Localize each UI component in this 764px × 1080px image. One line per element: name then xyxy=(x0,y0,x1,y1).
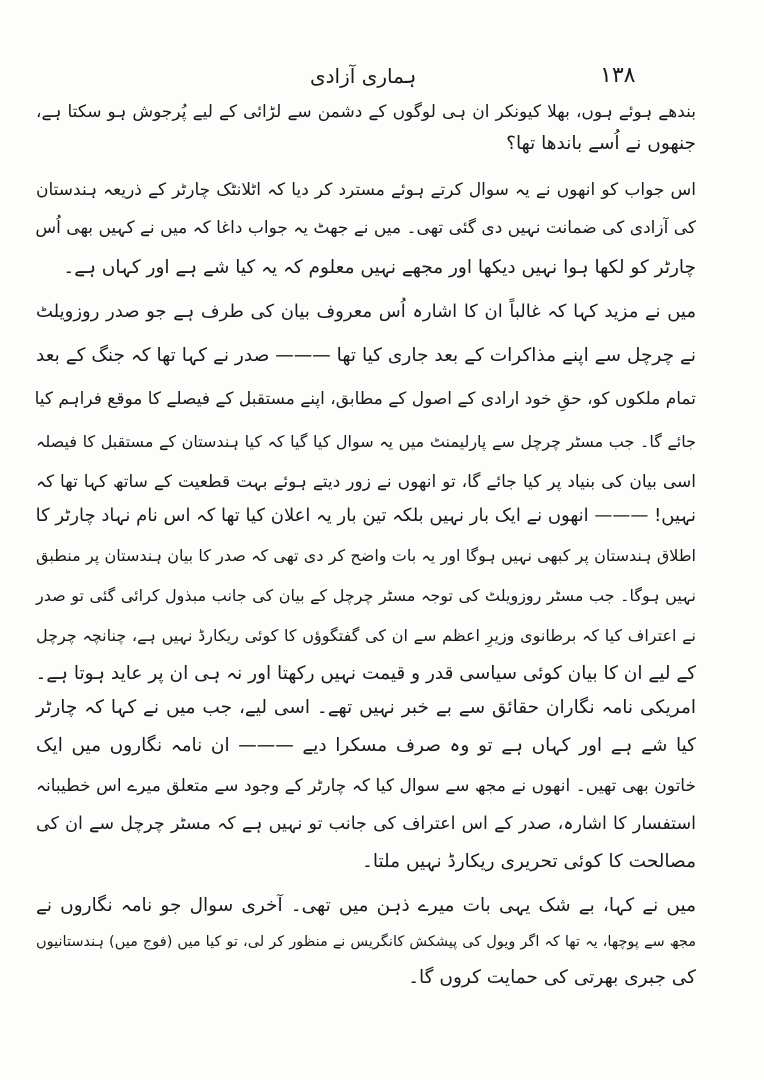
text-line-23: کی جبری بھرتی کی حمایت کروں گا۔ xyxy=(408,967,696,988)
running-title: ہماری آزادی xyxy=(310,64,417,88)
text-line-11: نہیں! ——— انھوں نے ایک بار نہیں بلکہ تین بار یہ اعلان کیا تھا کہ اس نام نہاد چارٹر کا xyxy=(35,505,696,526)
text-line-12: اطلاق ہندستان پر کبھی نہیں ہوگا اور یہ بات واضح کر دی تھی کہ صدر کا بیان ہندستان پر منطبق xyxy=(36,546,696,565)
text-line-19: استفسار کا اشارہ، صدر کے اس اعتراف کی جانب تو نہیں ہے کہ مسٹر چرچل سے ان کی xyxy=(36,814,696,834)
text-line-18: خاتون بھی تھیں۔ انھوں نے مجھ سے سوال کیا کہ چارٹر کے وجود سے متعلق میرے اس خطیبانہ xyxy=(36,776,696,796)
text-line-10: اسی بیان کی بنیاد پر کیا جائے گا، تو انھوں نے زور دیتے ہوئے بہت قطعیت کے ساتھ کہا تھا کہ xyxy=(36,472,696,492)
text-line-13: نہیں ہوگا۔ جب مسٹر روزویلٹ کی توجہ مسٹر چرچل کے بیان کی جانب مبذول کرائی گئی تو صدر xyxy=(36,586,696,605)
text-line-17: کیا شے ہے اور کہاں ہے تو وہ صرف مسکرا دیے ——— ان نامہ نگاروں میں ایک xyxy=(36,735,696,756)
page-number: ١٣٨ xyxy=(600,63,636,88)
text-line-20: مصالحت کا کوئی تحریری ریکارڈ نہیں ملتا۔ xyxy=(362,851,696,872)
text-line-2: جنھوں نے اُسے باندھا تھا؟ xyxy=(506,133,696,154)
text-line-3: اس جواب کو انھوں نے یہ سوال کرتے ہوئے مسترد کر دیا کہ اٹلانٹک چارٹر کے ذریعہ ہندستان xyxy=(36,180,696,200)
text-line-9: جائے گا۔ جب مسٹر چرچل سے پارلیمنٹ میں یہ سوال کیا گیا کہ کیا ہندستان کے مستقبل کا فیصلہ xyxy=(36,432,696,451)
text-line-16: امریکی نامہ نگاران حقائق سے بے خبر نہیں تھے۔ اسی لیے، جب میں نے کہا کہ چارٹر xyxy=(36,697,696,718)
text-line-8: تمام ملکوں کو، حقِ خود ارادی کے اصول کے مطابق، اپنے مستقبل کے فیصلے کا موقع فراہم کیا xyxy=(34,389,696,409)
page-header xyxy=(0,62,764,92)
text-line-5: چارٹر کو لکھا ہوا نہیں دیکھا اور مجھے نہیں معلوم کہ یہ کیا شے ہے اور کہاں ہے۔ xyxy=(63,257,696,278)
text-line-7: نے چرچل سے اپنے مذاکرات کے بعد جاری کیا تھا ——— صدر نے کہا تھا کہ جنگ کے بعد xyxy=(36,345,696,366)
text-line-6: میں نے مزید کہا کہ غالباً ان کا اشارہ اُس معروف بیان کی طرف ہے جو صدر روزویلٹ xyxy=(36,301,696,322)
text-line-21: میں نے کہا، بے شک یہی بات میرے ذہن میں تھی۔ آخری سوال جو نامہ نگاروں نے xyxy=(36,895,696,916)
text-line-15: کے لیے ان کا بیان کوئی سیاسی قدر و قیمت نہیں رکھتا اور نہ ہی ان پر عاید ہوتا ہے۔ xyxy=(35,663,696,684)
text-line-4: کی آزادی کی ضمانت نہیں دی گئی تھی۔ میں نے جھٹ یہ جواب داغا کہ میں نے کہیں بھی اُس xyxy=(35,218,696,238)
text-line-22: مجھ سے پوچھا، یہ تھا کہ اگر ویول کی پیشکش کانگریس نے منظور کر لی، تو کیا میں (فوج میں) ہندستانیوں xyxy=(36,934,696,950)
text-line-1: بندھے ہوئے ہوں، بھلا کیونکر ان ہی لوگوں کے دشمن سے لڑائی کے لیے پُرجوش ہو سکتا ہے، xyxy=(36,102,696,122)
text-line-14: نے اعتراف کیا کہ برطانوی وزیرِ اعظم سے ان کی گفتگوؤں کا کوئی ریکارڈ نہیں ہے، چنانچہ چرچل xyxy=(36,626,696,645)
